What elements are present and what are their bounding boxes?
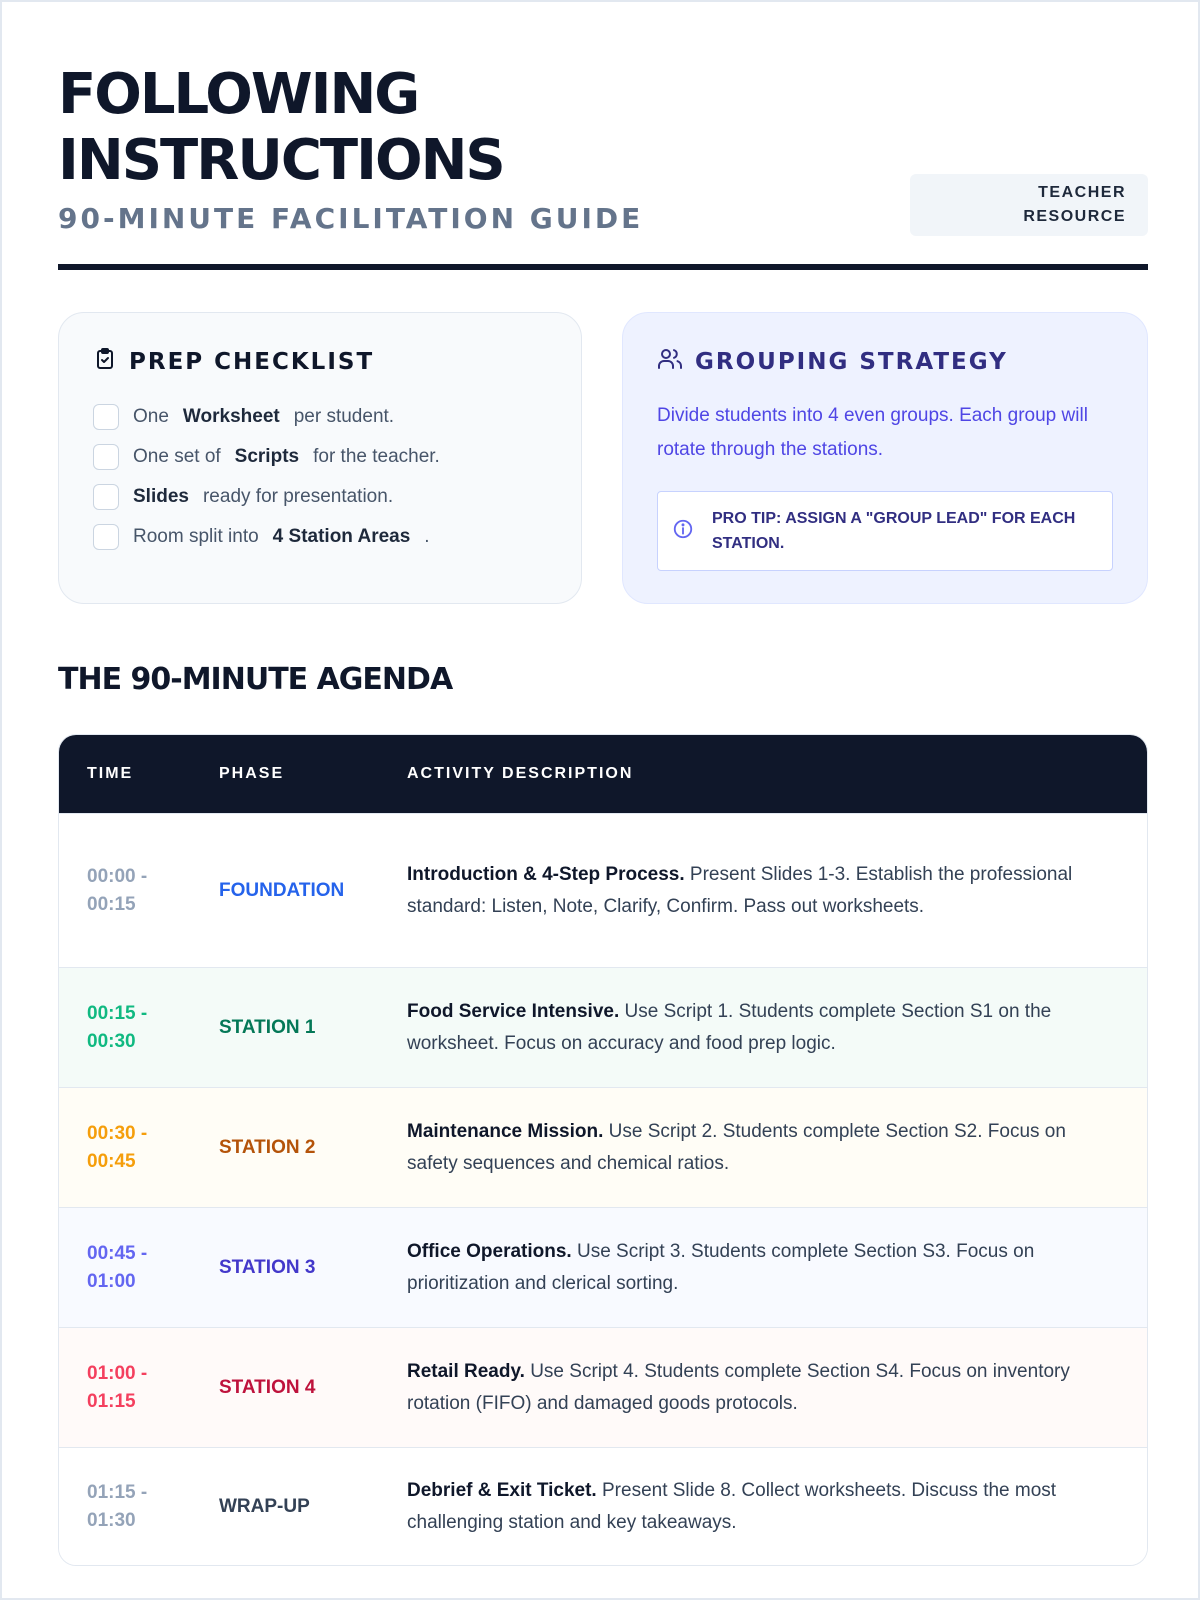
checkbox[interactable]	[93, 444, 119, 470]
activity-description: Use Script 2. Students complete Section S2. Focus on safety sequences and chemical ratios.	[407, 1120, 1066, 1174]
checklist-item-bold: Slides	[133, 486, 189, 507]
checkbox[interactable]	[93, 524, 119, 550]
description-cell	[407, 1236, 1147, 1300]
agenda-table	[58, 734, 1148, 1566]
checklist-item	[93, 397, 440, 437]
phase-cell: STATION 1	[219, 1016, 316, 1038]
badge-line-2: RESOURCE	[1023, 208, 1126, 225]
time-start: 01:00 -	[87, 1362, 148, 1384]
phase-cell: STATION 2	[219, 1136, 316, 1158]
pro-tip-text: PRO TIP: ASSIGN A "GROUP LEAD" FOR EACH STATION.	[712, 510, 1076, 552]
checklist-item-bold: Worksheet	[182, 406, 280, 427]
time-end: 01:15	[87, 1390, 136, 1412]
activity-description: Present Slides 1-3. Establish the professional standard: Listen, Note, Clarify, Confirm. Pass out worksheets.	[407, 863, 1073, 917]
time-cell	[59, 1240, 219, 1296]
activity-title: Introduction & 4-Step Process.	[407, 863, 685, 885]
activity-description: Use Script 1. Students complete Section S1 on the worksheet. Focus on accuracy and food prep logic.	[407, 1000, 1052, 1054]
header-divider	[58, 264, 1148, 270]
teacher-resource-badge	[910, 174, 1148, 236]
checklist-item-text: for the teacher.	[313, 446, 440, 467]
time-start: 00:30 -	[87, 1122, 148, 1144]
activity-title: Debrief & Exit Ticket.	[407, 1479, 597, 1501]
checklist-item	[93, 517, 440, 557]
time-end: 01:00	[87, 1270, 136, 1292]
time-cell	[59, 1120, 219, 1176]
column-header-description: ACTIVITY DESCRIPTION	[407, 765, 634, 782]
description-cell	[407, 1475, 1147, 1539]
header	[58, 62, 1148, 272]
column-header-time: TIME	[87, 765, 134, 782]
checklist-item	[93, 477, 440, 517]
checklist-item-text: per student.	[293, 406, 395, 427]
prep-checklist-card	[58, 312, 582, 604]
title-line-2: INSTRUCTIONS	[58, 128, 504, 193]
table-body	[59, 813, 1147, 1565]
checklist-item-text: One set of	[133, 446, 221, 467]
time-end: 00:45	[87, 1150, 136, 1172]
time-cell	[59, 863, 219, 919]
time-cell	[59, 1000, 219, 1056]
checklist-item-bold: 4 Station Areas	[272, 526, 411, 547]
checkbox[interactable]	[93, 404, 119, 430]
table-row	[59, 1087, 1147, 1207]
prep-checklist-title: PREP CHECKLIST	[129, 349, 375, 375]
checklist-item-text: Room split into	[133, 526, 259, 547]
checklist-item-text: ready for presentation.	[202, 486, 394, 507]
description-cell	[407, 1116, 1147, 1180]
grouping-strategy-title: GROUPING STRATEGY	[695, 349, 1008, 375]
time-start: 01:15 -	[87, 1481, 148, 1503]
grouping-strategy-card	[622, 312, 1148, 604]
description-cell	[407, 1356, 1147, 1420]
activity-title: Office Operations.	[407, 1240, 572, 1262]
time-start: 00:00 -	[87, 865, 148, 887]
page-subtitle: 90-MINUTE FACILITATION GUIDE	[58, 202, 644, 235]
users-icon	[657, 347, 683, 377]
checklist-item-text: One	[133, 406, 169, 427]
pro-tip-box	[657, 491, 1113, 571]
grouping-description: Divide students into 4 even groups. Each group will rotate through the stations.	[657, 405, 1088, 460]
phase-cell: WRAP-UP	[219, 1495, 310, 1517]
checklist-item-bold: Scripts	[234, 446, 300, 467]
grouping-strategy-heading	[657, 347, 1008, 377]
time-cell	[59, 1479, 219, 1535]
clipboard-check-icon	[93, 347, 117, 377]
description-cell	[407, 996, 1147, 1060]
activity-description: Use Script 4. Students complete Section S4. Focus on inventory rotation (FIFO) and damaged goods protocols.	[407, 1360, 1070, 1414]
time-end: 01:30	[87, 1509, 136, 1531]
table-row	[59, 1447, 1147, 1565]
badge-line-1: TEACHER	[1038, 184, 1126, 201]
time-start: 00:15 -	[87, 1002, 148, 1024]
activity-title: Food Service Intensive.	[407, 1000, 620, 1022]
description-cell	[407, 859, 1147, 923]
prep-checklist-heading	[93, 347, 374, 377]
activity-title: Retail Ready.	[407, 1360, 525, 1382]
table-row	[59, 1207, 1147, 1327]
time-end: 00:15	[87, 893, 136, 915]
activity-description: Present Slide 8. Collect worksheets. Discuss the most challenging station and key takeaways.	[407, 1479, 1057, 1533]
activity-description: Use Script 3. Students complete Section S3. Focus on prioritization and clerical sorting.	[407, 1240, 1035, 1294]
phase-cell: FOUNDATION	[219, 879, 345, 901]
prep-checklist	[93, 397, 440, 557]
agenda-title: THE 90-MINUTE AGENDA	[58, 662, 453, 697]
title-line-1: FOLLOWING	[58, 62, 419, 127]
time-end: 00:30	[87, 1030, 136, 1052]
table-header	[59, 735, 1147, 813]
phase-cell: STATION 4	[219, 1376, 316, 1398]
time-cell	[59, 1360, 219, 1416]
info-icon	[672, 518, 694, 545]
column-header-phase: PHASE	[219, 765, 285, 782]
checkbox[interactable]	[93, 484, 119, 510]
checklist-item	[93, 437, 440, 477]
table-row	[59, 967, 1147, 1087]
checklist-item-text: .	[424, 526, 430, 547]
phase-cell: STATION 3	[219, 1256, 316, 1278]
table-row	[59, 813, 1147, 967]
table-row	[59, 1327, 1147, 1447]
time-start: 00:45 -	[87, 1242, 148, 1264]
activity-title: Maintenance Mission.	[407, 1120, 604, 1142]
